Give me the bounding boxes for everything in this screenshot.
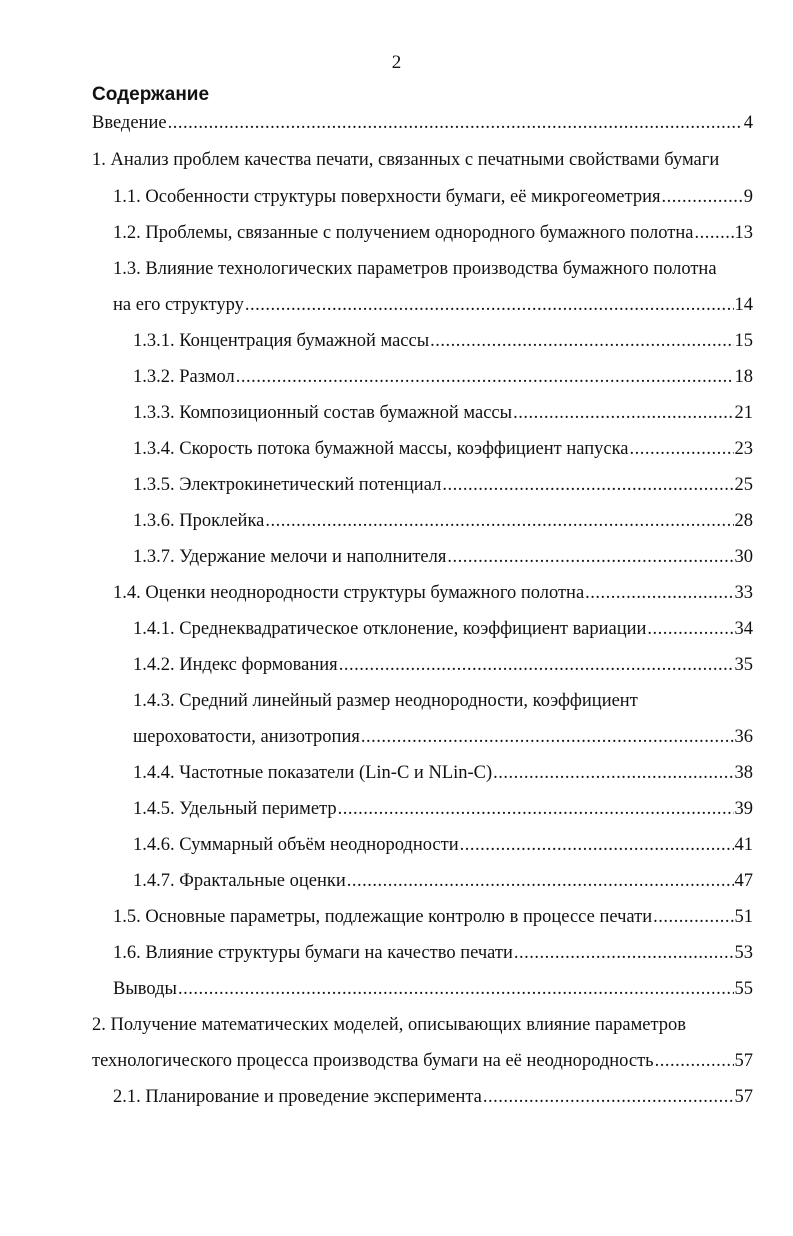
toc-entry-page: 30 (734, 547, 753, 567)
toc-leader (245, 295, 734, 316)
toc-entry (92, 113, 753, 141)
toc-entry (113, 1087, 753, 1115)
toc-entry-text: 1.3.2. Размол (133, 367, 235, 387)
toc-entry-page: 15 (734, 331, 753, 351)
toc-entry (113, 943, 753, 971)
toc-entry (92, 1015, 686, 1043)
toc-entry (133, 655, 753, 683)
toc-leader (460, 835, 734, 856)
toc-entry-text: 1.1. Особенности структуры поверхности бумаги, её микрогеометрия (113, 187, 661, 207)
toc-entry-page: 23 (734, 439, 753, 459)
toc-entry-text: 1.2. Проблемы, связанные с получением однородного бумажного полотна (113, 223, 694, 243)
toc-entry-page: 13 (734, 223, 753, 243)
toc-entry (133, 331, 753, 359)
toc-entry-text: 1.4.4. Частотные показатели (Lin-C и NLin-C) (133, 763, 493, 783)
toc-entry-page: 38 (734, 763, 753, 783)
toc-entry-page: 57 (734, 1087, 753, 1107)
toc-entry-page: 57 (734, 1051, 753, 1071)
toc-leader (483, 1087, 734, 1108)
toc-entry-page: 53 (734, 943, 753, 963)
toc-entry (113, 907, 753, 935)
toc-entry-text: 1.5. Основные параметры, подлежащие контролю в процессе печати (113, 907, 653, 927)
toc-leader (447, 547, 733, 568)
toc-entry-text: шероховатости, анизотропия (133, 727, 360, 747)
toc-entry (92, 150, 719, 178)
toc-entry-page: 47 (734, 871, 753, 891)
toc-leader (630, 439, 734, 460)
toc-entry-page: 39 (734, 799, 753, 819)
toc-entry-text: 2.1. Планирование и проведение эксперимента (113, 1087, 482, 1107)
toc-entry-page: 14 (734, 295, 753, 315)
toc-entry-text: технологического процесса производства бумаги на её неоднородность (92, 1051, 654, 1071)
toc-entry-page: 55 (734, 979, 753, 999)
toc-entry (133, 763, 753, 791)
toc-leader (168, 113, 743, 134)
toc-entry-text: 1.4.1. Среднеквадратическое отклонение, коэффициент вариации (133, 619, 647, 639)
toc-entry (113, 259, 717, 287)
toc-leader (585, 583, 733, 604)
toc-entry-text: 1.4.3. Средний линейный размер неоднородности, коэффициент (133, 691, 638, 711)
toc-entry (133, 367, 753, 395)
toc-entry (113, 187, 753, 215)
toc-entry (133, 691, 638, 719)
toc-entry-text: 1.4.7. Фрактальные оценки (133, 871, 346, 891)
toc-entry-text: Выводы (113, 979, 177, 999)
toc-entry (92, 1051, 753, 1079)
toc-leader (655, 1051, 734, 1072)
toc-entry (133, 619, 753, 647)
toc-entry-text: на его структуру (113, 295, 244, 315)
toc-entry-page: 41 (734, 835, 753, 855)
toc-leader (514, 943, 734, 964)
toc-entry (113, 223, 753, 251)
page-number: 2 (391, 52, 402, 73)
page-title: Содержание (92, 84, 210, 105)
toc-leader (442, 475, 733, 496)
toc-entry (133, 439, 753, 467)
toc-entry-text: 1.4. Оценки неоднородности структуры бумажного полотна (113, 583, 585, 603)
toc-entry-page: 36 (734, 727, 753, 747)
toc-leader (430, 331, 733, 352)
toc-entry (113, 979, 753, 1007)
toc-entry-page: 21 (734, 403, 753, 423)
toc-entry-text: 1.6. Влияние структуры бумаги на качество печати (113, 943, 513, 963)
toc-entry-text: 1. Анализ проблем качества печати, связанных с печатными свойствами бумаги (92, 150, 720, 170)
toc-entry-text: 1.3. Влияние технологических параметров производства бумажного полотна (113, 259, 717, 279)
toc-leader (513, 403, 733, 424)
toc-entry (133, 547, 753, 575)
toc-leader (361, 727, 734, 748)
toc-entry-text: 1.4.2. Индекс формования (133, 655, 338, 675)
toc-entry-text: 1.3.4. Скорость потока бумажной массы, коэффициент напуска (133, 439, 629, 459)
toc-entry (113, 295, 753, 323)
toc-leader (265, 511, 733, 532)
toc-entry-page: 51 (734, 907, 753, 927)
toc-leader (339, 655, 734, 676)
toc-entry (133, 511, 753, 539)
toc-entry-page: 35 (734, 655, 753, 675)
toc-entry (133, 871, 753, 899)
toc-entry-text: 2. Получение математических моделей, описывающих влияние параметров (92, 1015, 687, 1035)
toc-entry-page: 34 (734, 619, 753, 639)
toc-entry-page: 4 (743, 113, 753, 133)
toc-entry-page: 18 (734, 367, 753, 387)
toc-entry-page: 9 (743, 187, 753, 207)
toc-leader (347, 871, 734, 892)
toc-entry-page: 25 (734, 475, 753, 495)
toc-entry-text: 1.4.5. Удельный периметр (133, 799, 337, 819)
toc-leader (338, 799, 734, 820)
toc-entry-text: 1.3.5. Электрокинетический потенциал (133, 475, 442, 495)
toc-entry (133, 799, 753, 827)
toc-entry-text: 1.3.3. Композиционный состав бумажной массы (133, 403, 513, 423)
toc-entry-text: 1.4.6. Суммарный объём неоднородности (133, 835, 459, 855)
toc-leader (647, 619, 733, 640)
toc-leader (653, 907, 733, 928)
toc-entry-text: 1.3.1. Концентрация бумажной массы (133, 331, 430, 351)
toc-leader (493, 763, 733, 784)
toc-entry-page: 33 (734, 583, 753, 603)
toc-entry (133, 403, 753, 431)
toc-entry (133, 475, 753, 503)
toc-leader (661, 187, 742, 208)
toc-entry (133, 835, 753, 863)
toc-entry-text: 1.3.6. Проклейка (133, 511, 265, 531)
toc-entry-page: 28 (734, 511, 753, 531)
toc-entry-text: Введение (92, 113, 167, 133)
toc-entry-text: 1.3.7. Удержание мелочи и наполнителя (133, 547, 447, 567)
toc-leader (695, 223, 734, 244)
toc-leader (236, 367, 734, 388)
toc-entry (133, 727, 753, 755)
toc-leader (178, 979, 734, 1000)
toc-entry (113, 583, 753, 611)
